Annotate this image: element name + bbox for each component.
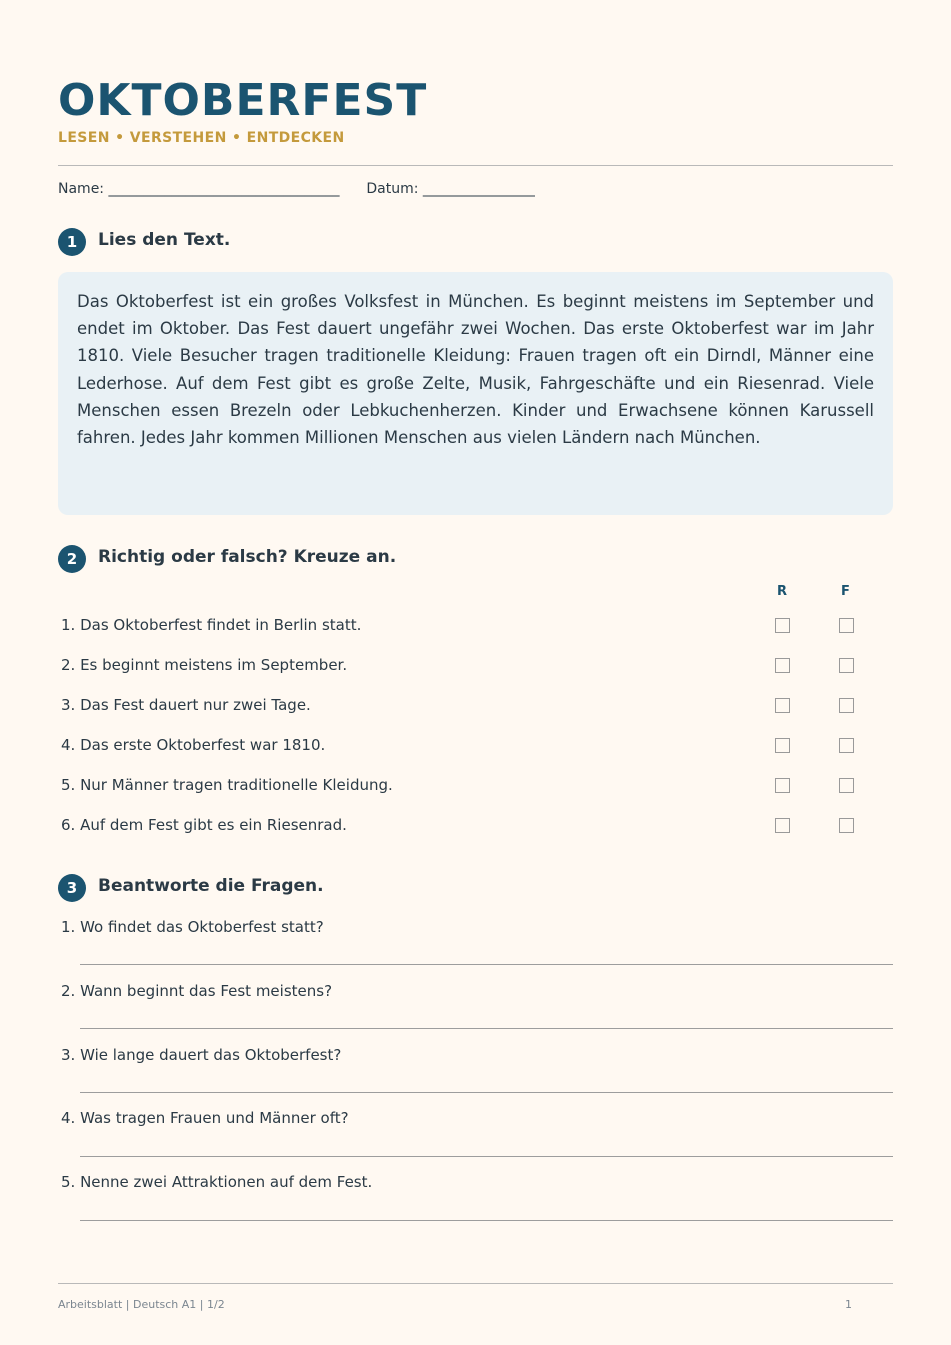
question-item: 2. Wann beginnt das Fest meistens? [61,982,333,1000]
question-item: 5. Nenne zwei Attraktionen auf dem Fest. [61,1173,373,1191]
checkbox-falsch[interactable] [839,618,854,633]
checkbox-falsch[interactable] [839,778,854,793]
date-label: Datum: [366,181,423,197]
column-header-richtig: R [777,584,788,599]
section-2-header [58,545,396,573]
statement-item: 3. Das Fest dauert nur zwei Tage. [61,696,311,714]
section-number-badge: 3 [58,874,86,902]
date-field[interactable]: ________________ [422,181,535,197]
section-1-header [58,228,230,256]
statement-item: 4. Das erste Oktoberfest war 1810. [61,736,326,754]
answer-line[interactable] [80,1092,893,1093]
reading-text: Das Oktoberfest ist ein großes Volksfest in München. Es beginnt meistens im September und endet im Oktober. Das Fest dauert ungefähr zwei Wochen. Das erste Oktoberfest war im Jahr 1810. Viele Besucher tragen traditionelle Kleidung: Frauen tragen oft ein Dirndl, Männer eine Lederhose. Auf dem Fest gibt es große Zelte, Musik, Fahrgeschäfte und ein Riesenrad. Viele Menschen essen Brezeln oder Lebkuchenherzen. Kinder und Erwachsene können Karussell fahren. Jedes Jahr kommen Millionen Menschen aus vielen Ländern nach München. [77,292,874,448]
page-number: 1 [845,1298,852,1311]
question-item: 1. Wo findet das Oktoberfest statt? [61,918,324,936]
name-label: Name: [58,181,109,197]
statement-item: 1. Das Oktoberfest findet in Berlin statt. [61,616,362,634]
question-item: 4. Was tragen Frauen und Männer oft? [61,1109,349,1127]
section-title: Richtig oder falsch? Kreuze an. [98,547,397,567]
column-header-falsch: F [841,584,850,599]
header-divider [58,165,893,166]
checkbox-falsch[interactable] [839,658,854,673]
section-title: Beantworte die Fragen. [98,876,324,896]
reading-text-box [58,272,893,515]
checkbox-falsch[interactable] [839,818,854,833]
section-title: Lies den Text. [98,230,231,250]
answer-line[interactable] [80,1220,893,1221]
footer-label: Arbeitsblatt | Deutsch A1 | 1/2 [58,1298,225,1311]
checkbox-richtig[interactable] [775,818,790,833]
page-title: OKTOBERFEST [58,75,428,126]
footer-divider [58,1283,893,1284]
statement-item: 2. Es beginnt meistens im September. [61,656,348,674]
answer-line[interactable] [80,964,893,965]
checkbox-richtig[interactable] [775,738,790,753]
section-3-header [58,874,324,902]
checkbox-richtig[interactable] [775,618,790,633]
statement-item: 6. Auf dem Fest gibt es ein Riesenrad. [61,816,347,834]
answer-line[interactable] [80,1028,893,1029]
name-date-row [58,181,535,197]
question-item: 3. Wie lange dauert das Oktoberfest? [61,1046,342,1064]
section-number-badge: 2 [58,545,86,573]
checkbox-falsch[interactable] [839,698,854,713]
checkbox-richtig[interactable] [775,778,790,793]
checkbox-falsch[interactable] [839,738,854,753]
checkbox-richtig[interactable] [775,658,790,673]
section-number-badge: 1 [58,228,86,256]
page-subtitle: LESEN • VERSTEHEN • ENTDECKEN [58,130,345,146]
name-field[interactable]: _________________________________ [108,181,340,197]
answer-line[interactable] [80,1156,893,1157]
statement-item: 5. Nur Männer tragen traditionelle Kleidung. [61,776,393,794]
checkbox-richtig[interactable] [775,698,790,713]
